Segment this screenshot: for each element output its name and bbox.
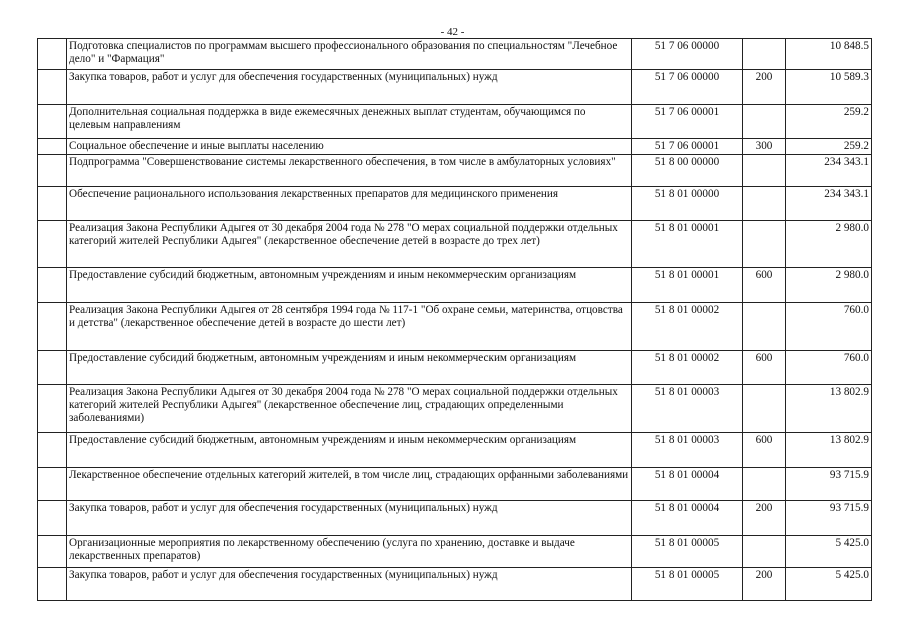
- table-row: [38, 501, 872, 536]
- row-blank-cell: [38, 536, 67, 568]
- row-blank-cell: [38, 70, 67, 105]
- row-code-cell: 51 8 01 00001: [632, 221, 743, 268]
- table-row: [38, 468, 872, 501]
- row-expense-type-cell: [743, 221, 786, 268]
- row-blank-cell: [38, 39, 67, 70]
- table-row: [38, 385, 872, 433]
- row-amount-cell: 13 802.9: [786, 385, 872, 433]
- row-blank-cell: [38, 139, 67, 155]
- table-row: [38, 139, 872, 155]
- table-row: [38, 155, 872, 187]
- row-blank-cell: [38, 501, 67, 536]
- row-amount-cell: 2 980.0: [786, 268, 872, 303]
- row-name-cell: Реализация Закона Республики Адыгея от 30 декабря 2004 года № 278 "О мерах социальной поддержки отдельных категорий жителей Республики Адыгея" (лекарственное обеспечение лиц, страдающих определенными заболеваниями): [67, 385, 632, 433]
- row-code-cell: 51 7 06 00000: [632, 70, 743, 105]
- row-amount-cell: 13 802.9: [786, 433, 872, 468]
- row-expense-type-cell: [743, 536, 786, 568]
- table-row: [38, 268, 872, 303]
- row-expense-type-cell: [743, 39, 786, 70]
- row-amount-cell: 259.2: [786, 139, 872, 155]
- table-row: [38, 39, 872, 70]
- row-name-cell: Подготовка специалистов по программам высшего профессионального образования по специальностям "Лечебное дело" и "Фармация": [67, 39, 632, 70]
- row-amount-cell: 93 715.9: [786, 501, 872, 536]
- row-amount-cell: 234 343.1: [786, 155, 872, 187]
- row-name-cell: Закупка товаров, работ и услуг для обеспечения государственных (муниципальных) нужд: [67, 501, 632, 536]
- row-amount-cell: 10 589.3: [786, 70, 872, 105]
- row-blank-cell: [38, 468, 67, 501]
- row-expense-type-cell: [743, 385, 786, 433]
- row-blank-cell: [38, 187, 67, 221]
- row-code-cell: 51 8 00 00000: [632, 155, 743, 187]
- table-row: [38, 351, 872, 385]
- row-expense-type-cell: [743, 303, 786, 351]
- row-code-cell: 51 8 01 00004: [632, 501, 743, 536]
- row-expense-type-cell: [743, 187, 786, 221]
- row-blank-cell: [38, 385, 67, 433]
- row-blank-cell: [38, 105, 67, 139]
- row-name-cell: Дополнительная социальная поддержка в виде ежемесячных денежных выплат студентам, обучающимся по целевым направлениям: [67, 105, 632, 139]
- row-name-cell: Реализация Закона Республики Адыгея от 28 сентября 1994 года № 117-1 "Об охране семьи, материнства, отцовства и детства" (лекарственное обеспечение детей в возрасте до шести лет): [67, 303, 632, 351]
- row-code-cell: 51 8 01 00003: [632, 433, 743, 468]
- row-amount-cell: 259.2: [786, 105, 872, 139]
- table-row: [38, 536, 872, 568]
- row-expense-type-cell: 200: [743, 568, 786, 601]
- row-expense-type-cell: [743, 105, 786, 139]
- row-expense-type-cell: 600: [743, 351, 786, 385]
- page-number: - 42 -: [440, 26, 465, 38]
- row-amount-cell: 760.0: [786, 351, 872, 385]
- row-amount-cell: 10 848.5: [786, 39, 872, 70]
- row-name-cell: Организационные мероприятия по лекарственному обеспечению (услуга по хранению, доставке и выдаче лекарственных препаратов): [67, 536, 632, 568]
- row-name-cell: Обеспечение рационального использования лекарственных препаратов для медицинского применения: [67, 187, 632, 221]
- table-row: [38, 568, 872, 601]
- table-row: [38, 187, 872, 221]
- row-blank-cell: [38, 433, 67, 468]
- row-code-cell: 51 8 01 00005: [632, 536, 743, 568]
- row-name-cell: Закупка товаров, работ и услуг для обеспечения государственных (муниципальных) нужд: [67, 568, 632, 601]
- row-expense-type-cell: 200: [743, 70, 786, 105]
- row-code-cell: 51 8 01 00004: [632, 468, 743, 501]
- row-expense-type-cell: 600: [743, 433, 786, 468]
- row-amount-cell: 93 715.9: [786, 468, 872, 501]
- row-name-cell: Реализация Закона Республики Адыгея от 30 декабря 2004 года № 278 "О мерах социальной поддержки отдельных категорий жителей Республики Адыгея" (лекарственное обеспечение детей в возрасте до трех лет): [67, 221, 632, 268]
- row-code-cell: 51 8 01 00005: [632, 568, 743, 601]
- row-code-cell: 51 8 01 00001: [632, 268, 743, 303]
- row-blank-cell: [38, 268, 67, 303]
- row-name-cell: Предоставление субсидий бюджетным, автономным учреждениям и иным некоммерческим организациям: [67, 433, 632, 468]
- table-row: [38, 221, 872, 268]
- row-name-cell: Закупка товаров, работ и услуг для обеспечения государственных (муниципальных) нужд: [67, 70, 632, 105]
- table-row: [38, 433, 872, 468]
- row-amount-cell: 234 343.1: [786, 187, 872, 221]
- table-row: [38, 70, 872, 105]
- row-amount-cell: 760.0: [786, 303, 872, 351]
- row-code-cell: 51 8 01 00003: [632, 385, 743, 433]
- row-name-cell: Предоставление субсидий бюджетным, автономным учреждениям и иным некоммерческим организациям: [67, 268, 632, 303]
- row-code-cell: 51 8 01 00000: [632, 187, 743, 221]
- row-name-cell: Предоставление субсидий бюджетным, автономным учреждениям и иным некоммерческим организациям: [67, 351, 632, 385]
- table-row: [38, 303, 872, 351]
- row-expense-type-cell: 300: [743, 139, 786, 155]
- row-expense-type-cell: 200: [743, 501, 786, 536]
- row-amount-cell: 5 425.0: [786, 536, 872, 568]
- budget-table-body: [38, 39, 872, 601]
- row-expense-type-cell: [743, 155, 786, 187]
- row-blank-cell: [38, 351, 67, 385]
- row-blank-cell: [38, 303, 67, 351]
- table-row: [38, 105, 872, 139]
- row-blank-cell: [38, 221, 67, 268]
- row-code-cell: 51 7 06 00000: [632, 39, 743, 70]
- row-name-cell: Подпрограмма "Совершенствование системы лекарственного обеспечения, в том числе в амбулаторных условиях": [67, 155, 632, 187]
- row-code-cell: 51 7 06 00001: [632, 105, 743, 139]
- row-name-cell: Лекарственное обеспечение отдельных категорий жителей, в том числе лиц, страдающих орфанными заболеваниями: [67, 468, 632, 501]
- row-expense-type-cell: 600: [743, 268, 786, 303]
- row-blank-cell: [38, 568, 67, 601]
- row-blank-cell: [38, 155, 67, 187]
- row-name-cell: Социальное обеспечение и иные выплаты населению: [67, 139, 632, 155]
- row-expense-type-cell: [743, 468, 786, 501]
- row-code-cell: 51 7 06 00001: [632, 139, 743, 155]
- row-code-cell: 51 8 01 00002: [632, 351, 743, 385]
- budget-table: [37, 38, 872, 601]
- row-amount-cell: 2 980.0: [786, 221, 872, 268]
- row-code-cell: 51 8 01 00002: [632, 303, 743, 351]
- row-amount-cell: 5 425.0: [786, 568, 872, 601]
